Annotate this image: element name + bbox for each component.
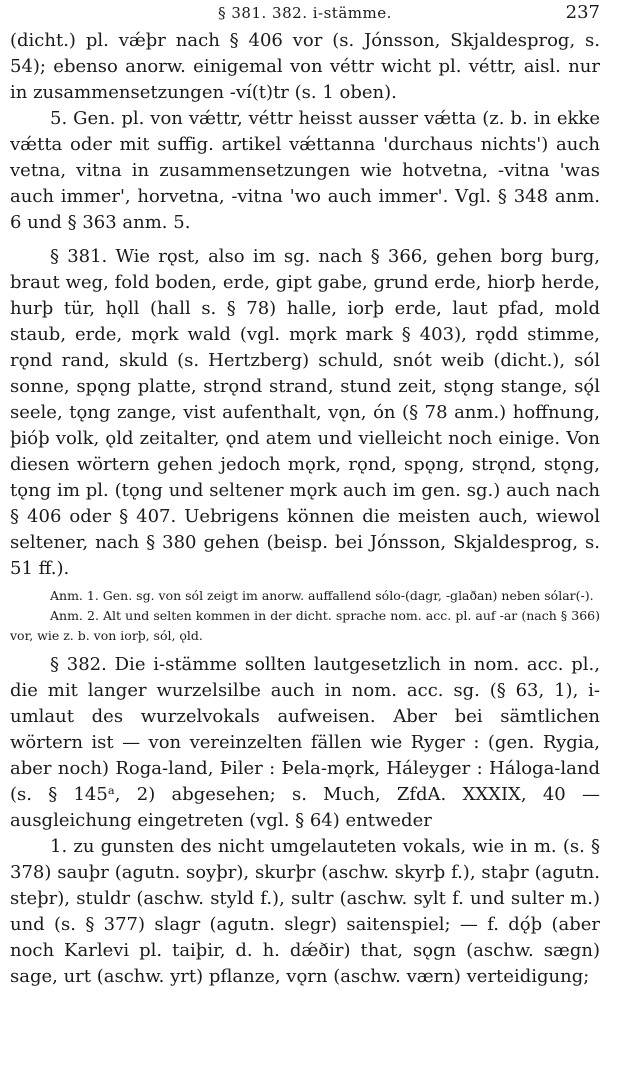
page-header [10, 0, 600, 28]
running-title: § 381. 382. i-stämme. [218, 4, 392, 22]
paragraph-section-382: § 382. Die i-stämme sollten lautgesetzlich in nom. acc. pl., die mit langer wurzelsilbe auch in nom. acc. sg. (§ 63, 1), i-umlaut des wurzelvokals aufweisen. Aber bei sämtlichen wörtern ist — von vereinzelten fällen wie Ryger : (gen. Rygia, aber noch) Roga-land, Þiler : Þela-mǫrk, Háleyger : Háloga-land (s. § 145ᵃ, 2) abgesehen; s. Much, ZfdA. XXXIX, 40 — ausgleichung eingetreten (vgl. § 64) entweder [10, 654, 600, 831]
annotation-2: Anm. 2. Alt und selten kommen in der dicht. sprache nom. acc. pl. auf -ar (nach § 366) vor, wie z. b. von iorþ, sól, ǫld. [10, 608, 600, 643]
page-number: 237 [565, 2, 600, 23]
paragraph-point-1: 1. zu gunsten des nicht umgelauteten vokals, wie in m. (s. § 378) sauþr (agutn. soyþr), skurþr (aschw. skyrþ f.), staþr (agutn. steþr), stuldr (aschw. styld f.), sultr (aschw. sylt f. und sulter m.) und (s. § 377) slagr (agutn. slegr) saitenspiel; — f. dǫ́þ (aber noch Karlevi pl. taiþir, d. h. dǽðir) that, sǫgn (aschw. sægn) sage, urt (aschw. yrt) pflanze, vǫrn (aschw. værn) verteidigung; [10, 836, 600, 987]
paragraph-continuation: (dicht.) pl. vǽþr nach § 406 vor (s. Jónsson, Skjaldesprog, s. 54); ebenso anorw. einigemal von véttr wicht pl. véttr, aisl. nur in zusammensetzungen -ví(t)tr (s. 1 oben). [10, 30, 600, 103]
document-page [10, 0, 600, 990]
annotations [10, 586, 600, 646]
annotation-1: Anm. 1. Gen. sg. von sól zeigt im anorw. auffallend sólo-(dagr, -glaðan) neben sólar(-). [50, 588, 594, 603]
paragraph-point-5: 5. Gen. pl. von vǽttr, véttr heisst ausser vǽtta (z. b. in ekke vǽtta oder mit suffig. artikel vǽttanna 'durchaus nichts') auch vetna, vitna in zusammensetzungen wie hotvetna, -vitna 'was auch immer', horvetna, -vitna 'wo auch immer'. Vgl. § 348 anm. 6 und § 363 anm. 5. [10, 108, 600, 233]
paragraph-section-381: § 381. Wie rǫst, also im sg. nach § 366, gehen borg burg, braut weg, fold boden, erde, gipt gabe, grund erde, hiorþ herde, hurþ tür, hǫll (hall s. § 78) halle, iorþ erde, laut pfad, mold staub, erde, mǫrk wald (vgl. mǫrk mark § 403), rǫdd stimme, rǫnd rand, skuld (s. Hertzberg) schuld, snót weib (dicht.), sól sonne, spǫng platte, strǫnd strand, stund zeit, stǫng stange, sǫ́l seele, tǫng zange, vist aufenthalt, vǫn, ón (§ 78 anm.) hoffnung, þióþ volk, ǫld zeitalter, ǫnd atem und vielleicht noch einige. Von diesen wörtern gehen jedoch mǫrk, rǫnd, spǫng, strǫnd, stǫng, tǫng im pl. (tǫng und seltener mǫrk auch im gen. sg.) auch nach § 406 oder § 407. Uebrigens können die meisten auch, wiewol seltener, nach § 380 gehen (beisp. bei Jónsson, Skjaldesprog, s. 51 ff.). [10, 246, 600, 579]
